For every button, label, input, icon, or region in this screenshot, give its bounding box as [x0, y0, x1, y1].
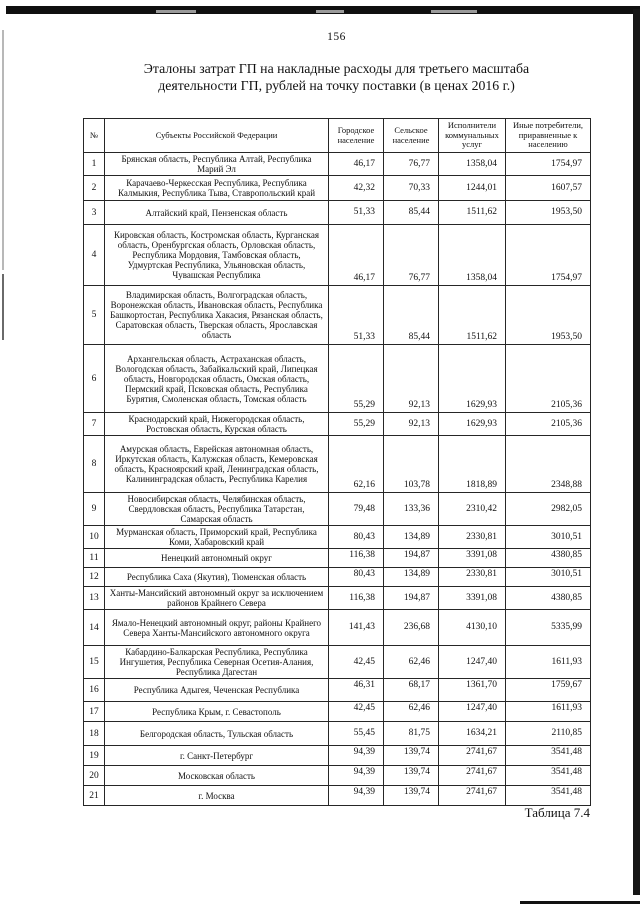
row-utility-value: 1511,62: [439, 286, 506, 345]
row-utility-value: 2330,81: [439, 526, 506, 549]
row-utility-value: 1511,62: [439, 201, 506, 225]
row-number: 13: [84, 587, 105, 610]
row-urban-value: 79,48: [329, 493, 384, 526]
row-urban-value: 55,45: [329, 722, 384, 746]
row-number: 18: [84, 722, 105, 746]
header-col-other: Иные потребители, приравненные к населению: [506, 119, 591, 153]
row-other-value: 3541,48: [506, 746, 591, 766]
page-number: 156: [327, 31, 346, 43]
row-other-value: 1953,50: [506, 286, 591, 345]
row-utility-value: 2741,67: [439, 746, 506, 766]
row-other-value: 3010,51: [506, 526, 591, 549]
row-subject: Владимирская область, Волгоградская область, Воронежская область, Ивановская область, Республика Башкортостан, Республика Хакасия, Рязанская область, Саратовская область, Тверская область, Ярославская область: [105, 286, 329, 345]
scan-artifact-left-line: [2, 274, 4, 340]
scan-artifact-bottom-line: [520, 901, 640, 904]
row-other-value: 4380,85: [506, 587, 591, 610]
row-urban-value: 55,29: [329, 413, 384, 436]
row-subject: Белгородская область, Тульская область: [105, 722, 329, 746]
row-subject: г. Москва: [105, 786, 329, 806]
row-rural-value: 62,46: [384, 646, 439, 679]
table-row: [84, 436, 591, 493]
row-rural-value: 194,87: [384, 549, 439, 568]
row-urban-value: 94,39: [329, 786, 384, 806]
title-line-1: Эталоны затрат ГП на накладные расходы для третьего масштаба: [143, 61, 530, 76]
table-row: [84, 549, 591, 568]
table-row: [84, 493, 591, 526]
row-other-value: 3541,48: [506, 786, 591, 806]
row-urban-value: 116,38: [329, 587, 384, 610]
table-row: [84, 746, 591, 766]
row-rural-value: 92,13: [384, 345, 439, 413]
row-number: 2: [84, 176, 105, 201]
row-other-value: 1754,97: [506, 225, 591, 286]
row-rural-value: 139,74: [384, 786, 439, 806]
document-title: [63, 60, 610, 94]
row-number: 5: [84, 286, 105, 345]
row-utility-value: 2741,67: [439, 766, 506, 786]
row-subject: Алтайский край, Пензенская область: [105, 201, 329, 225]
row-number: 19: [84, 746, 105, 766]
row-rural-value: 134,89: [384, 526, 439, 549]
table-row: [84, 345, 591, 413]
row-urban-value: 55,29: [329, 345, 384, 413]
table-row: [84, 153, 591, 176]
row-number: 17: [84, 702, 105, 722]
table-row: [84, 201, 591, 225]
row-urban-value: 116,38: [329, 549, 384, 568]
table-row: [84, 679, 591, 702]
row-urban-value: 94,39: [329, 746, 384, 766]
table-row: [84, 413, 591, 436]
row-number: 7: [84, 413, 105, 436]
row-utility-value: 2310,42: [439, 493, 506, 526]
row-urban-value: 46,31: [329, 679, 384, 702]
row-urban-value: 94,39: [329, 766, 384, 786]
row-number: 21: [84, 786, 105, 806]
row-other-value: 2105,36: [506, 413, 591, 436]
row-subject: Ханты-Мансийский автономный округ за исключением районов Крайнего Севера: [105, 587, 329, 610]
row-subject: Брянская область, Республика Алтай, Республика Марий Эл: [105, 153, 329, 176]
table-row: [84, 286, 591, 345]
row-rural-value: 81,75: [384, 722, 439, 746]
row-rural-value: 134,89: [384, 568, 439, 587]
row-subject: Ненецкий автономный округ: [105, 549, 329, 568]
scan-artifact-top-gap: [156, 10, 196, 13]
row-rural-value: 103,78: [384, 436, 439, 493]
row-utility-value: 2330,81: [439, 568, 506, 587]
row-other-value: 1611,93: [506, 702, 591, 722]
title-line-2: деятельности ГП, рублей на точку поставки (в ценах 2016 г.): [158, 78, 515, 93]
header-col-subject: Субъекты Российской Федерации: [105, 119, 329, 153]
scan-artifact-top-gap: [431, 10, 477, 13]
row-number: 10: [84, 526, 105, 549]
row-subject: Кабардино-Балкарская Республика, Республика Ингушетия, Республика Северная Осетия-Алания, Республика Дагестан: [105, 646, 329, 679]
table-row: [84, 722, 591, 746]
row-subject: Кировская область, Костромская область, Курганская область, Оренбургская область, Орловская область, Республика Мордовия, Тамбовская область, Удмуртская Республика, Ульяновская область, Чувашская Республика: [105, 225, 329, 286]
row-number: 14: [84, 610, 105, 646]
header-col-utility: Исполнители коммунальных услуг: [439, 119, 506, 153]
row-other-value: 1953,50: [506, 201, 591, 225]
row-rural-value: 85,44: [384, 201, 439, 225]
row-subject: Новосибирская область, Челябинская область, Свердловская область, Республика Татарстан, Самарская область: [105, 493, 329, 526]
row-other-value: 1754,97: [506, 153, 591, 176]
row-utility-value: 1629,93: [439, 345, 506, 413]
row-rural-value: 139,74: [384, 766, 439, 786]
table-row: [84, 702, 591, 722]
row-number: 6: [84, 345, 105, 413]
row-rural-value: 70,33: [384, 176, 439, 201]
row-urban-value: 46,17: [329, 225, 384, 286]
row-subject: Амурская область, Еврейская автономная область, Иркутская область, Калужская область, Кемеровская область, Красноярский край, Ленинградская область, Калининградская область, Республика Карелия: [105, 436, 329, 493]
row-number: 3: [84, 201, 105, 225]
row-number: 20: [84, 766, 105, 786]
row-subject: Московская область: [105, 766, 329, 786]
row-rural-value: 62,46: [384, 702, 439, 722]
row-utility-value: 1244,01: [439, 176, 506, 201]
row-utility-value: 1247,40: [439, 646, 506, 679]
row-urban-value: 80,43: [329, 568, 384, 587]
row-number: 8: [84, 436, 105, 493]
row-rural-value: 92,13: [384, 413, 439, 436]
header-col-rural: Сельское население: [384, 119, 439, 153]
row-utility-value: 1358,04: [439, 225, 506, 286]
row-utility-value: 1818,89: [439, 436, 506, 493]
row-number: 9: [84, 493, 105, 526]
table-row: [84, 225, 591, 286]
row-urban-value: 62,16: [329, 436, 384, 493]
row-urban-value: 80,43: [329, 526, 384, 549]
rates-table: [83, 118, 591, 806]
table-caption: Таблица 7.4: [524, 805, 590, 820]
header-col-number: №: [84, 119, 105, 153]
row-other-value: 4380,85: [506, 549, 591, 568]
row-subject: Мурманская область, Приморский край, Республика Коми, Хабаровский край: [105, 526, 329, 549]
row-utility-value: 2741,67: [439, 786, 506, 806]
row-subject: Архангельская область, Астраханская область, Вологодская область, Забайкальский край, Липецкая область, Новгородская область, Омская область, Пермский край, Псковская область, Республика Бурятия, Смоленская область, Томская область: [105, 345, 329, 413]
row-rural-value: 139,74: [384, 746, 439, 766]
scan-artifact-top-bar: [6, 6, 640, 14]
row-other-value: 1607,57: [506, 176, 591, 201]
row-number: 15: [84, 646, 105, 679]
row-subject: Карачаево-Черкесская Республика, Республика Калмыкия, Республика Тыва, Ставропольский край: [105, 176, 329, 201]
table-row: [84, 526, 591, 549]
row-rural-value: 68,17: [384, 679, 439, 702]
table-row: [84, 587, 591, 610]
row-other-value: 2982,05: [506, 493, 591, 526]
table-row: [84, 646, 591, 679]
row-number: 1: [84, 153, 105, 176]
row-subject: Краснодарский край, Нижегородская область, Ростовская область, Курская область: [105, 413, 329, 436]
row-rural-value: 133,36: [384, 493, 439, 526]
row-subject: Республика Адыгея, Чеченская Республика: [105, 679, 329, 702]
row-subject: Республика Саха (Якутия), Тюменская область: [105, 568, 329, 587]
row-other-value: 1759,67: [506, 679, 591, 702]
header-col-urban: Городское население: [329, 119, 384, 153]
row-other-value: 5335,99: [506, 610, 591, 646]
row-urban-value: 42,45: [329, 702, 384, 722]
table-row: [84, 786, 591, 806]
row-urban-value: 141,43: [329, 610, 384, 646]
scan-artifact-top-gap: [316, 10, 344, 13]
row-utility-value: 1361,70: [439, 679, 506, 702]
row-utility-value: 3391,08: [439, 587, 506, 610]
row-number: 12: [84, 568, 105, 587]
row-other-value: 3010,51: [506, 568, 591, 587]
table-row: [84, 766, 591, 786]
row-other-value: 2348,88: [506, 436, 591, 493]
row-rural-value: 85,44: [384, 286, 439, 345]
row-utility-value: 1629,93: [439, 413, 506, 436]
row-urban-value: 42,32: [329, 176, 384, 201]
row-urban-value: 42,45: [329, 646, 384, 679]
table-row: [84, 176, 591, 201]
row-urban-value: 51,33: [329, 286, 384, 345]
table-row: [84, 568, 591, 587]
row-utility-value: 1247,40: [439, 702, 506, 722]
row-other-value: 2105,36: [506, 345, 591, 413]
row-utility-value: 1634,21: [439, 722, 506, 746]
row-utility-value: 4130,10: [439, 610, 506, 646]
row-utility-value: 3391,08: [439, 549, 506, 568]
row-subject: Республика Крым, г. Севастополь: [105, 702, 329, 722]
table-row: [84, 610, 591, 646]
scan-artifact-right-bar: [633, 9, 640, 895]
row-rural-value: 194,87: [384, 587, 439, 610]
row-number: 4: [84, 225, 105, 286]
row-urban-value: 46,17: [329, 153, 384, 176]
row-other-value: 1611,93: [506, 646, 591, 679]
row-rural-value: 76,77: [384, 225, 439, 286]
scan-artifact-left-line: [2, 30, 4, 270]
row-other-value: 2110,85: [506, 722, 591, 746]
row-rural-value: 236,68: [384, 610, 439, 646]
row-urban-value: 51,33: [329, 201, 384, 225]
row-subject: г. Санкт-Петербург: [105, 746, 329, 766]
row-subject: Ямало-Ненецкий автономный округ, районы Крайнего Севера Ханты-Мансийского автономного округа: [105, 610, 329, 646]
row-utility-value: 1358,04: [439, 153, 506, 176]
row-rural-value: 76,77: [384, 153, 439, 176]
row-number: 16: [84, 679, 105, 702]
row-number: 11: [84, 549, 105, 568]
row-other-value: 3541,48: [506, 766, 591, 786]
